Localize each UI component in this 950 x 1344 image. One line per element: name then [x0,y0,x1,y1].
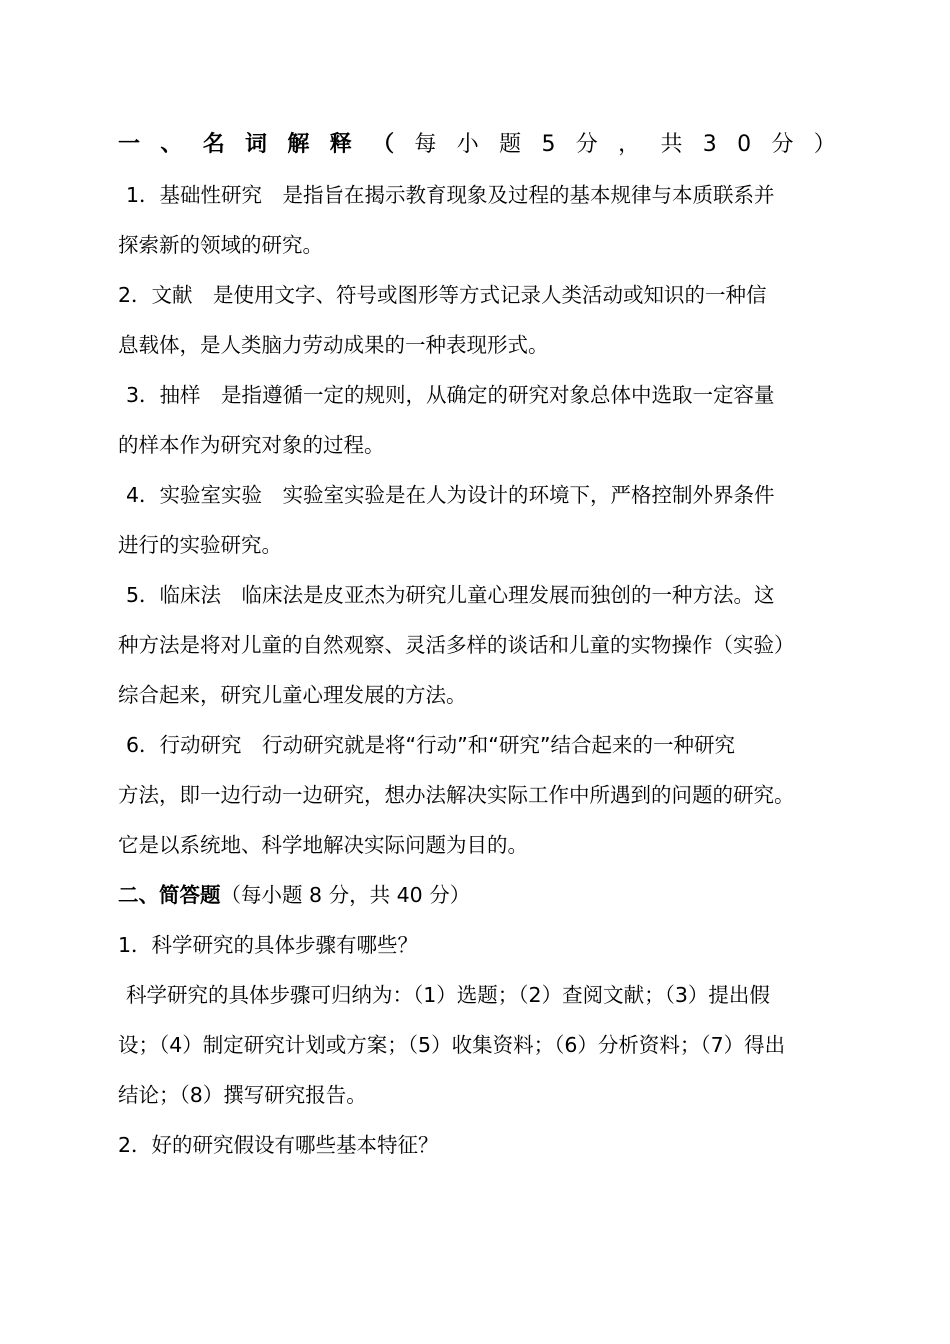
definition-line: 6．行动研究 行动研究就是将“行动”和“研究”结合起来的一种研究 [126,733,736,757]
definition-line: 1．基础性研究 是指旨在揭示教育现象及过程的基本规律与本质联系并 [126,183,775,207]
heading-char: 分 [575,132,598,157]
heading-char: 小 [456,132,479,157]
heading-char: 3 [702,132,717,157]
heading-char: 共 [660,132,683,157]
heading-char: 、 [160,132,183,157]
definition-line: 进行的实验研究。 [118,533,282,557]
answer-line: 结论；（8）撰写研究报告。 [118,1083,367,1107]
definition-line: 综合起来，研究儿童心理发展的方法。 [118,683,467,707]
definition-line: 5．临床法 临床法是皮亚杰为研究儿童心理发展而独创的一种方法。这 [126,583,775,607]
question-line: 1．科学研究的具体步骤有哪些？ [118,933,419,957]
section2-heading-bold: 二、简答题 [118,883,221,907]
answer-line: 设；（4）制定研究计划或方案；（5）收集资料；（6）分析资料；（7）得出 [118,1033,786,1057]
definition-line: 4．实验室实验 实验室实验是在人为设计的环境下，严格控制外界条件 [126,483,775,507]
heading-char: 分 [771,132,794,157]
heading-char: 每 [414,132,437,157]
heading-char: ） [813,132,836,157]
heading-char: 词 [245,132,268,157]
question-line: 2．好的研究假设有哪些基本特征？ [118,1133,439,1157]
heading-char: 解 [287,132,310,157]
definition-line: 方法，即一边行动一边研究，想办法解决实际工作中所遇到的问题的研究。 [118,783,795,807]
heading-char: 释 [329,132,352,157]
definition-line: 2．文献 是使用文字、符号或图形等方式记录人类活动或知识的一种信 [118,283,767,307]
section2-heading-note: （每小题 8 分，共 40 分） [220,883,471,907]
heading-char: （ [372,132,395,157]
section2-heading [118,870,836,920]
heading-char: 名 [202,132,225,157]
definition-line: 息载体，是人类脑力劳动成果的一种表现形式。 [118,333,549,357]
answer-line: 科学研究的具体步骤可归纳为：（1）选题；（2）查阅文献；（3）提出假 [126,983,770,1007]
section1-heading [118,120,836,170]
document-page [118,120,836,1170]
heading-char: 0 [737,132,752,157]
heading-char: 5 [541,132,556,157]
heading-char: 题 [499,132,522,157]
definition-line: 种方法是将对儿童的自然观察、灵活多样的谈话和儿童的实物操作（实验） [118,633,795,657]
definition-line: 3．抽样 是指遵循一定的规则，从确定的研究对象总体中选取一定容量 [126,383,775,407]
heading-char: ， [618,132,641,157]
definition-line: 探索新的领域的研究。 [118,233,323,257]
heading-char: 一 [118,132,141,157]
definition-line: 它是以系统地、科学地解决实际问题为目的。 [118,833,528,857]
definition-line: 的样本作为研究对象的过程。 [118,433,385,457]
